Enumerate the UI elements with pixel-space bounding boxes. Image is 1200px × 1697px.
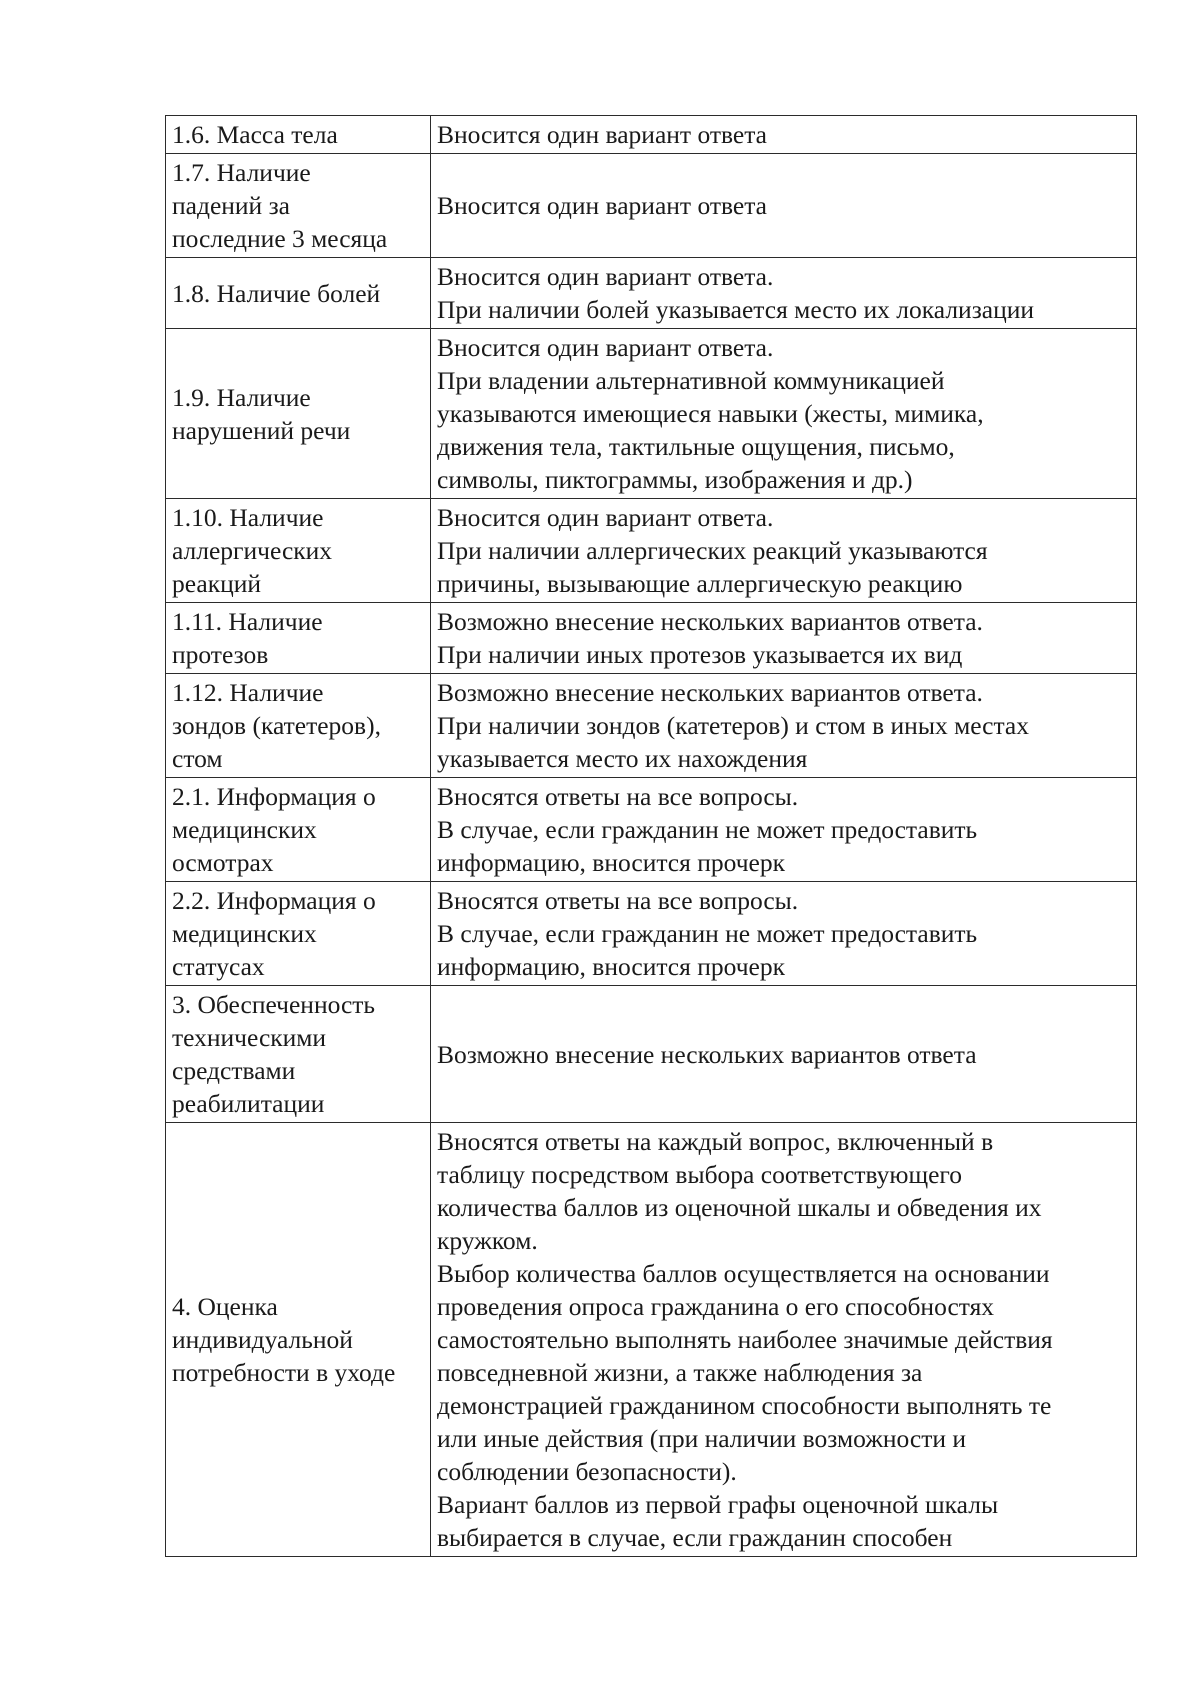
section-cell <box>166 778 431 882</box>
instruction-text-line: информацию, вносится прочерк <box>437 848 785 877</box>
instruction-text-line: Возможно внесение нескольких вариантов ответа. <box>437 678 983 707</box>
table-body <box>166 116 1137 1557</box>
instruction-text-line: информацию, вносится прочерк <box>437 952 785 981</box>
section-label-line: 1.12. Наличие <box>172 678 324 707</box>
section-cell <box>166 1123 431 1557</box>
instruction-text-line: Вносится один вариант ответа. <box>437 262 774 291</box>
section-label-line: реабилитации <box>172 1089 325 1118</box>
instruction-text-line: Вариант баллов из первой графы оценочной шкалы <box>437 1490 999 1519</box>
table-row <box>166 499 1137 603</box>
instruction-text-line: Вносится один вариант ответа. <box>437 503 774 532</box>
instruction-cell <box>431 329 1137 499</box>
instruction-text-line: Выбор количества баллов осуществляется на основании <box>437 1259 1050 1288</box>
instruction-text-line: Вносятся ответы на все вопросы. <box>437 886 799 915</box>
section-cell <box>166 258 431 329</box>
table-row <box>166 986 1137 1123</box>
instruction-text-line: Вносится один вариант ответа <box>437 191 767 220</box>
instruction-text-line: При наличии иных протезов указывается их вид <box>437 640 963 669</box>
section-cell <box>166 674 431 778</box>
section-label-line: падений за <box>172 191 290 220</box>
instruction-text-line: количества баллов из оценочной шкалы и обведения их <box>437 1193 1042 1222</box>
section-label-line: стом <box>172 744 223 773</box>
instruction-cell <box>431 986 1137 1123</box>
table-row <box>166 154 1137 258</box>
section-label-line: средствами <box>172 1056 296 1085</box>
instruction-text-line: В случае, если гражданин не может предоставить <box>437 815 978 844</box>
section-label-line: 1.6. Масса тела <box>172 120 338 149</box>
instruction-text-line: Вносятся ответы на все вопросы. <box>437 782 799 811</box>
table-row <box>166 258 1137 329</box>
instruction-text-line: символы, пиктограммы, изображения и др.) <box>437 465 913 494</box>
instruction-text-line: Вносится один вариант ответа. <box>437 333 774 362</box>
instruction-text-line: таблицу посредством выбора соответствующего <box>437 1160 963 1189</box>
section-cell <box>166 603 431 674</box>
table-row <box>166 116 1137 154</box>
section-label-line: медицинских <box>172 815 317 844</box>
instruction-cell <box>431 778 1137 882</box>
table-row <box>166 1123 1137 1557</box>
section-label-line: потребности в уходе <box>172 1358 396 1387</box>
instruction-cell <box>431 499 1137 603</box>
instruction-text-line: Возможно внесение нескольких вариантов ответа. <box>437 607 983 636</box>
instruction-text-line: демонстрацией гражданином способности выполнять те <box>437 1391 1052 1420</box>
instructions-table <box>165 115 1137 1557</box>
table-row <box>166 674 1137 778</box>
instruction-text-line: При наличии зондов (катетеров) и стом в иных местах <box>437 711 1030 740</box>
table-row <box>166 778 1137 882</box>
instruction-cell <box>431 154 1137 258</box>
table-row <box>166 329 1137 499</box>
section-label-line: статусах <box>172 952 265 981</box>
section-label-line: осмотрах <box>172 848 274 877</box>
instruction-text-line: самостоятельно выполнять наиболее значимые действия <box>437 1325 1053 1354</box>
table-row <box>166 603 1137 674</box>
instruction-text-line: Вносятся ответы на каждый вопрос, включенный в <box>437 1127 994 1156</box>
section-label-line: 4. Оценка <box>172 1292 278 1321</box>
section-label-line: 2.2. Информация о <box>172 886 376 915</box>
instruction-text-line: проведения опроса гражданина о его способностях <box>437 1292 995 1321</box>
instruction-cell <box>431 674 1137 778</box>
section-label-line: последние 3 месяца <box>172 224 388 253</box>
instruction-cell <box>431 603 1137 674</box>
instruction-text-line: причины, вызывающие аллергическую реакцию <box>437 569 963 598</box>
section-label-line: индивидуальной <box>172 1325 353 1354</box>
instruction-text-line: или иные действия (при наличии возможности и <box>437 1424 967 1453</box>
instruction-text-line: кружком. <box>437 1226 538 1255</box>
section-label-line: 1.11. Наличие <box>172 607 323 636</box>
section-label-line: 3. Обеспеченность <box>172 990 376 1019</box>
instruction-text-line: указывается место их нахождения <box>437 744 808 773</box>
instruction-text-line: В случае, если гражданин не может предоставить <box>437 919 978 948</box>
section-cell <box>166 882 431 986</box>
section-label-line: 2.1. Информация о <box>172 782 376 811</box>
instruction-text-line: При владении альтернативной коммуникацией <box>437 366 945 395</box>
instruction-text-line: соблюдении безопасности). <box>437 1457 737 1486</box>
section-cell <box>166 499 431 603</box>
section-label-line: реакций <box>172 569 262 598</box>
section-label-line: медицинских <box>172 919 317 948</box>
section-label-line: аллергических <box>172 536 333 565</box>
section-label-line: 1.10. Наличие <box>172 503 324 532</box>
section-label-line: зондов (катетеров), <box>172 711 381 740</box>
section-cell <box>166 116 431 154</box>
instruction-cell <box>431 258 1137 329</box>
instruction-cell <box>431 882 1137 986</box>
instruction-text-line: При наличии болей указывается место их локализации <box>437 295 1035 324</box>
section-cell <box>166 329 431 499</box>
instruction-text-line: Вносится один вариант ответа <box>437 120 767 149</box>
instruction-cell <box>431 1123 1137 1557</box>
instruction-text-line: повседневной жизни, а также наблюдения за <box>437 1358 923 1387</box>
instruction-text-line: выбирается в случае, если гражданин способен <box>437 1523 953 1552</box>
instruction-text-line: движения тела, тактильные ощущения, письмо, <box>437 432 955 461</box>
instruction-text-line: Возможно внесение нескольких вариантов ответа <box>437 1039 977 1069</box>
table-row <box>166 882 1137 986</box>
section-label-line: нарушений речи <box>172 415 351 445</box>
section-label-line: протезов <box>172 640 269 669</box>
section-label-line: техническими <box>172 1023 327 1052</box>
instruction-text-line: При наличии аллергических реакций указываются <box>437 536 988 565</box>
section-cell <box>166 986 431 1123</box>
section-cell <box>166 154 431 258</box>
instruction-cell <box>431 116 1137 154</box>
instruction-text-line: указываются имеющиеся навыки (жесты, мимика, <box>437 399 984 428</box>
section-label-line: 1.9. Наличие <box>172 382 311 412</box>
section-label-line: 1.7. Наличие <box>172 158 311 187</box>
section-label-line: 1.8. Наличие болей <box>172 278 381 308</box>
